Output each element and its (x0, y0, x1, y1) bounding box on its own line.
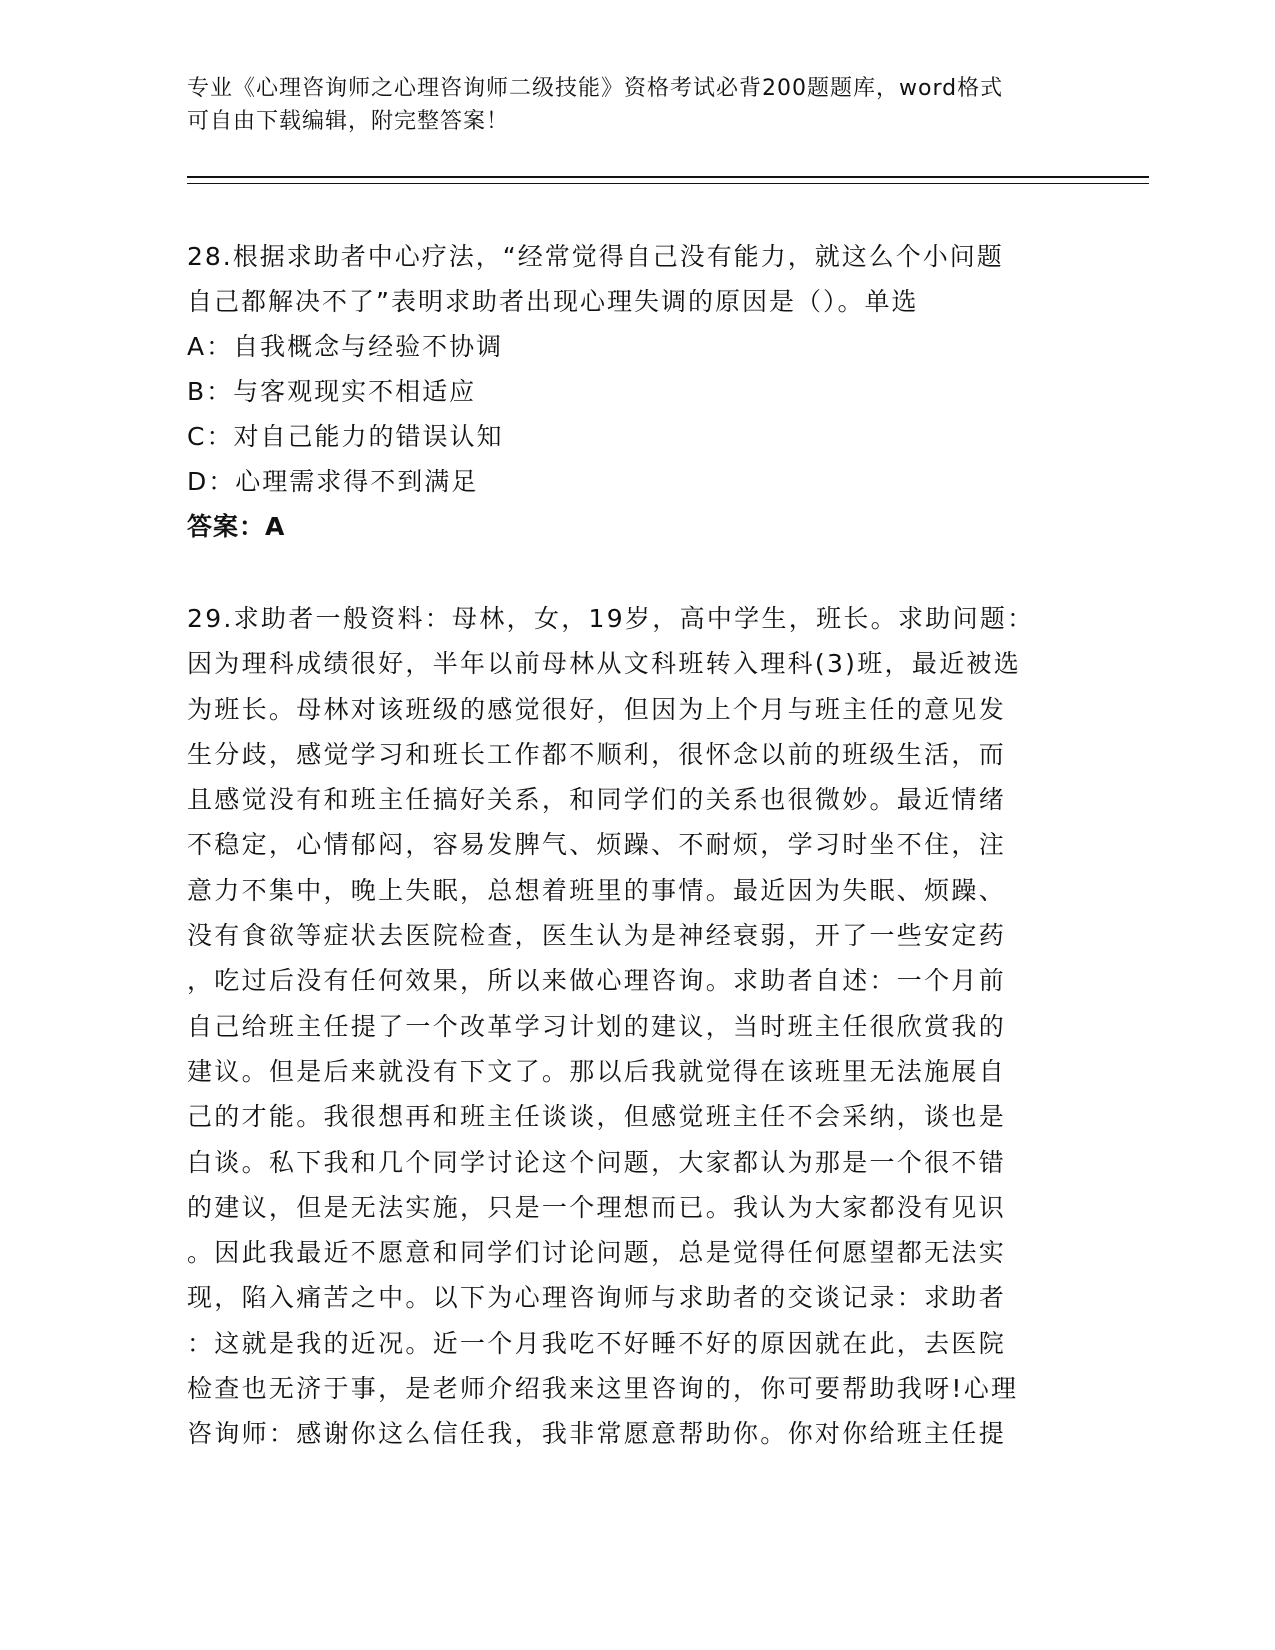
question-29-line: 。因此我最近不愿意和同学们讨论问题，总是觉得任何愿望都无法实 (187, 1238, 1007, 1268)
question-29-line: 的建议，但是无法实施，只是一个理想而已。我认为大家都没有见识 (187, 1192, 1007, 1222)
question-29-line: 生分歧，感觉学习和班长工作都不顺利，很怀念以前的班级生活，而 (187, 739, 1007, 769)
question-28-option-c: C：对自己能力的错误认知 (187, 422, 504, 451)
question-29 (187, 596, 1067, 1457)
question-28-option-a: A：自我概念与经验不协调 (187, 332, 504, 361)
question-29-line: 29.求助者一般资料：母林，女，19岁，高中学生，班长。求助问题： (187, 604, 1035, 633)
question-29-line: 检查也无济于事，是老师介绍我来这里咨询的，你可要帮助我呀!心理 (187, 1374, 1019, 1404)
question-28 (187, 234, 1087, 549)
question-28-stem-line-1: 28.根据求助者中心疗法，“经常觉得自己没有能力，就这么个小问题 (187, 242, 1004, 271)
header-divider-thick (187, 176, 1149, 178)
question-28-answer: 答案：A (187, 512, 286, 541)
question-29-line: 咨询师：感谢你这么信任我，我非常愿意帮助你。你对你给班主任提 (187, 1419, 1007, 1449)
question-29-line: 现，陷入痛苦之中。以下为心理咨询师与求助者的交谈记录：求助者 (187, 1283, 1007, 1313)
question-29-line: 意力不集中，晚上失眠，总想着班里的事情。最近因为失眠、烦躁、 (187, 875, 1007, 905)
question-29-line: ，吃过后没有任何效果，所以来做心理咨询。求助者自述：一个月前 (187, 966, 1007, 996)
question-28-option-d: D：心理需求得不到满足 (187, 467, 479, 496)
document-header (187, 72, 1067, 138)
question-29-line: 且感觉没有和班主任搞好关系，和同学们的关系也很微妙。最近情绪 (187, 785, 1007, 815)
header-title-line-1: 专业《心理咨询师之心理咨询师二级技能》资格考试必背200题题库，word格式 (187, 76, 1004, 101)
question-29-line: 自己给班主任提了一个改革学习计划的建议，当时班主任很欣赏我的 (187, 1011, 1007, 1041)
question-29-line: 建议。但是后来就没有下文了。那以后我就觉得在该班里无法施展自 (187, 1056, 1007, 1086)
question-29-line: ：这就是我的近况。近一个月我吃不好睡不好的原因就在此，去医院 (187, 1328, 1007, 1358)
question-29-line: 己的才能。我很想再和班主任谈谈，但感觉班主任不会采纳，谈也是 (187, 1102, 1007, 1132)
question-28-stem-line-2: 自己都解决不了”表明求助者出现心理失调的原因是（）。单选 (187, 287, 919, 316)
question-29-line: 因为理科成绩很好，半年以前母林从文科班转入理科(3)班，最近被选 (187, 649, 1022, 679)
question-29-line: 为班长。母林对该班级的感觉很好，但因为上个月与班主任的意见发 (187, 694, 1007, 724)
header-divider-thin (187, 183, 1149, 184)
header-title-line-2: 可自由下载编辑，附完整答案！ (187, 109, 510, 134)
question-28-option-b: B：与客观现实不相适应 (187, 377, 477, 406)
question-29-line: 白谈。私下我和几个同学讨论这个问题，大家都认为那是一个很不错 (187, 1147, 1007, 1177)
question-29-line: 不稳定，心情郁闷，容易发脾气、烦躁、不耐烦，学习时坐不住，注 (187, 830, 1007, 860)
question-29-line: 没有食欲等症状去医院检查，医生认为是神经衰弱，开了一些安定药 (187, 921, 1007, 951)
